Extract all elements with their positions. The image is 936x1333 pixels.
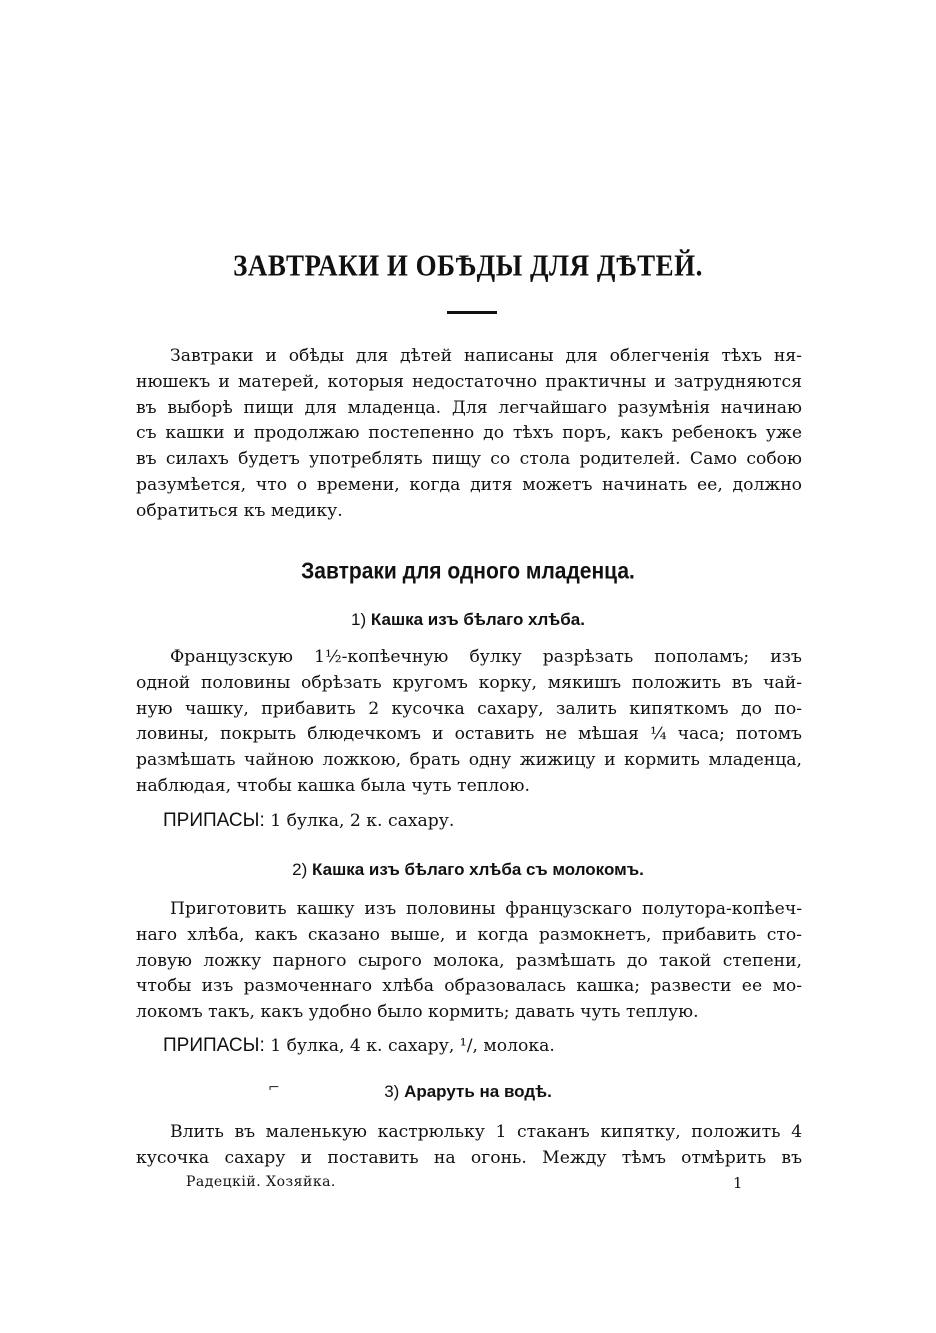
recipe-name: Араруть на водѣ. [404, 1082, 552, 1101]
recipe-line: ную чашку, прибавить 2 кусочка сахару, залить кипяткомъ до по- [136, 698, 802, 719]
title-divider [447, 311, 497, 314]
ink-mark: ⌐ [268, 1080, 280, 1096]
supplies-text: 1 булка, 2 к. сахару. [270, 811, 455, 831]
recipe-line: локомъ такъ, какъ удобно было кормить; давать чуть теплую. [136, 1002, 699, 1023]
page-title: ЗАВТРАКИ И ОБѢДЫ ДЛЯ ДѢТЕЙ. [233, 247, 703, 283]
recipe-line: наго хлѣба, какъ сказано выше, и когда размокнетъ, прибавить сто- [136, 924, 802, 945]
recipe-body [136, 1120, 802, 1172]
supplies-text: 1 булка, 4 к. сахару, ¹/, молока. [270, 1036, 555, 1056]
recipe-body [136, 645, 802, 800]
recipe-line: одной половины обрѣзать кругомъ корку, мякишъ положить въ чай- [136, 672, 802, 693]
intro-paragraph [136, 344, 802, 525]
running-footer: Радецкій. Хозяйка. [186, 1174, 336, 1190]
intro-line: въ силахъ будетъ употреблять пищу со стола родителей. Само собою [136, 449, 802, 470]
intro-line: Завтраки и обѣды для дѣтей написаны для облегченія тѣхъ ня- [170, 346, 802, 366]
recipe-name: Кашка изъ бѣлаго хлѣба съ молокомъ. [312, 860, 644, 879]
supplies-label: ПРИПАСЫ: [163, 810, 265, 831]
intro-line: съ кашки и продолжаю постепенно до тѣхъ поръ, какъ ребенокъ уже [136, 423, 802, 444]
page-number: 1 [733, 1174, 743, 1192]
recipe-line: чтобы изъ размоченнаго хлѣба образовалась кашка; развести ее мо- [136, 976, 802, 997]
intro-line: нюшекъ и матерей, которыя недостаточно практичны и затрудняются [136, 371, 802, 392]
recipe-line: ловины, покрыть блюдечкомъ и оставить не мѣшая ¼ часа; потомъ [136, 724, 802, 745]
intro-line: разумѣется, что о времени, когда дитя можетъ начинать ее, должно [136, 474, 802, 495]
recipe-line: Влить въ маленькую кастрюльку 1 стаканъ кипятку, положить 4 [170, 1122, 802, 1142]
supplies-label: ПРИПАСЫ: [163, 1035, 265, 1056]
recipe-supplies [163, 810, 454, 832]
recipe-name: Кашка изъ бѣлаго хлѣба. [370, 610, 585, 629]
recipe-heading [0, 610, 936, 630]
recipe-line: наблюдая, чтобы кашка была чуть теплою. [136, 775, 530, 796]
recipe-heading [0, 860, 936, 880]
recipe-heading [0, 1082, 936, 1102]
recipe-line: размѣшать чайною ложкою, брать одну жижицу и кормить младенца, [136, 750, 802, 771]
recipe-supplies [163, 1035, 555, 1057]
recipe-number: 1) [351, 610, 367, 629]
section-heading: Завтраки для одного младенца. [301, 558, 635, 585]
recipe-body [136, 897, 802, 1026]
recipe-line: ловую ложку парного сырого молока, размѣшать до такой степени, [136, 950, 802, 971]
intro-line: въ выборѣ пищи для младенца. Для легчайшаго разумѣнія начинаю [136, 397, 802, 418]
recipe-number: 3) [384, 1082, 400, 1101]
intro-line: обратиться къ медику. [136, 500, 343, 521]
recipe-line: Приготовить кашку изъ половины французскаго полутора-копѣеч- [170, 899, 802, 919]
recipe-number: 2) [292, 860, 308, 879]
recipe-line: кусочка сахару и поставить на огонь. Между тѣмъ отмѣрить въ [136, 1147, 802, 1168]
recipe-line: Французскую 1½-копѣечную булку разрѣзать пополамъ; изъ [170, 647, 802, 667]
